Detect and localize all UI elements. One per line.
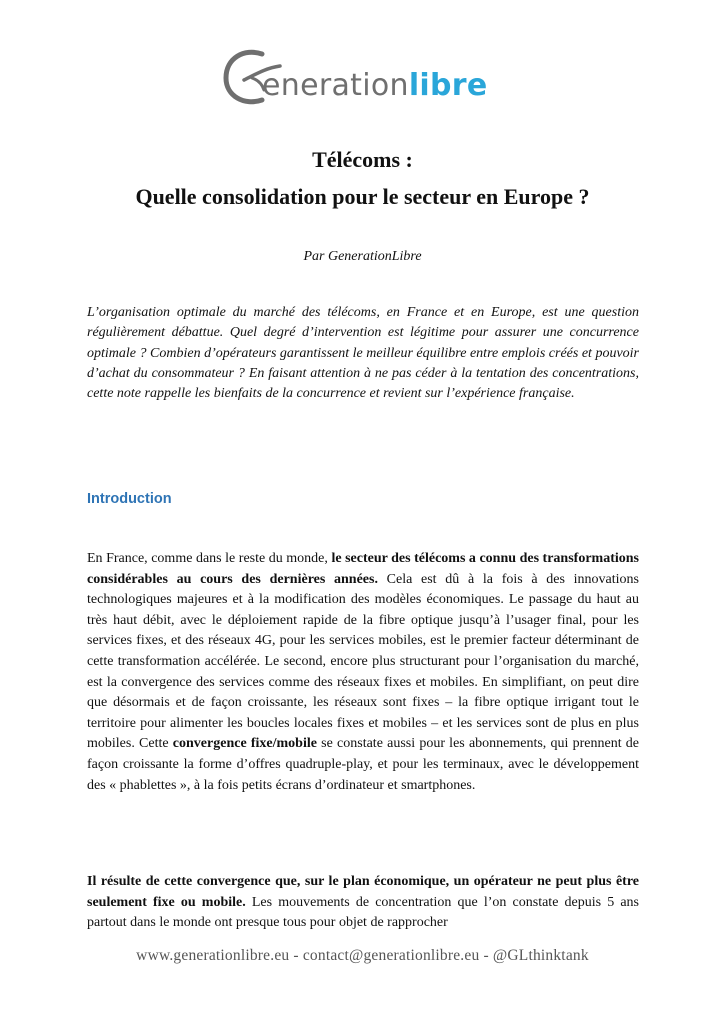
bold-run: Il résulte de cette convergence que, sur le plan économique, un opérateur ne peut plus être seulement fixe ou mobile. xyxy=(87,874,639,910)
document-title-line2: Quelle consolidation pour le secteur en Europe ? xyxy=(135,184,590,209)
bold-run: convergence fixe/mobile xyxy=(172,736,317,752)
text-run: Les mouvements de concentration que l’on constate depuis 5 ans partout dans le monde ont presque tous pour objet de rapprocher xyxy=(87,894,639,931)
logo-wordmark-generation: eneration xyxy=(262,68,409,103)
logo-wordmark-libre: libre xyxy=(408,68,488,103)
generationlibre-logo xyxy=(222,44,512,108)
intro-paragraph-2 xyxy=(87,872,639,934)
page-footer: www.generationlibre.eu - contact@generationlibre.eu - @GLthinktank xyxy=(136,947,589,964)
byline: Par GenerationLibre xyxy=(303,249,422,264)
section-heading-introduction: Introduction xyxy=(87,491,172,507)
abstract-paragraph: L’organisation optimale du marché des télécoms, en France et en Europe, est une question régulièrement débattue. Quel degré d’intervention est légitime pour assurer une concurrence optimale ? Combien d’opérateurs garantissent le meilleur équilibre entre emplois créés et pouvoir d’achat du consommateur ? En faisant attention à ne pas céder à la tentation des concentrations, cette note rappelle les bienfaits de la concurrence et revient sur l’expérience française. xyxy=(87,305,639,402)
text-run: se constate aussi pour les abonnements, qui prennent de façon croissante la forme d’offres quadruple-play, et pour les terminaux, avec le développement des « phablettes », à la fois petits écrans d’ordinateur et smartphones. xyxy=(87,736,640,793)
intro-paragraph-1 xyxy=(87,549,639,796)
logo-wordmark xyxy=(262,68,488,104)
bold-run: le secteur des télécoms a connu des transformations considérables au cours des dernières années. xyxy=(87,551,639,587)
text-run: En France, comme dans le reste du monde, xyxy=(87,551,332,566)
text-run: Cela est dû à la fois à des innovations technologiques majeures et à la modification des modèles économiques. Le passage du haut au très haut débit, avec le déploiement rapide de la fibre optique jusqu’à l’usager final, pour les services fixes, et des réseaux 4G, pour les services mobiles, est le premier facteur déterminant de cette transformation accélérée. Le second, encore plus structurant pour l’organisation du marché, est la convergence des services comme des réseaux fixes et mobiles. En simplifiant, on peut dire que désormais et de façon croissante, les réseaux sont fixes – la fibre optique irrigant tout le territoire pour alimenter les boucles locales fixes et mobiles – et les services sont de plus en plus mobiles. Cette xyxy=(87,571,639,752)
document-title-line1: Télécoms : xyxy=(312,147,413,172)
